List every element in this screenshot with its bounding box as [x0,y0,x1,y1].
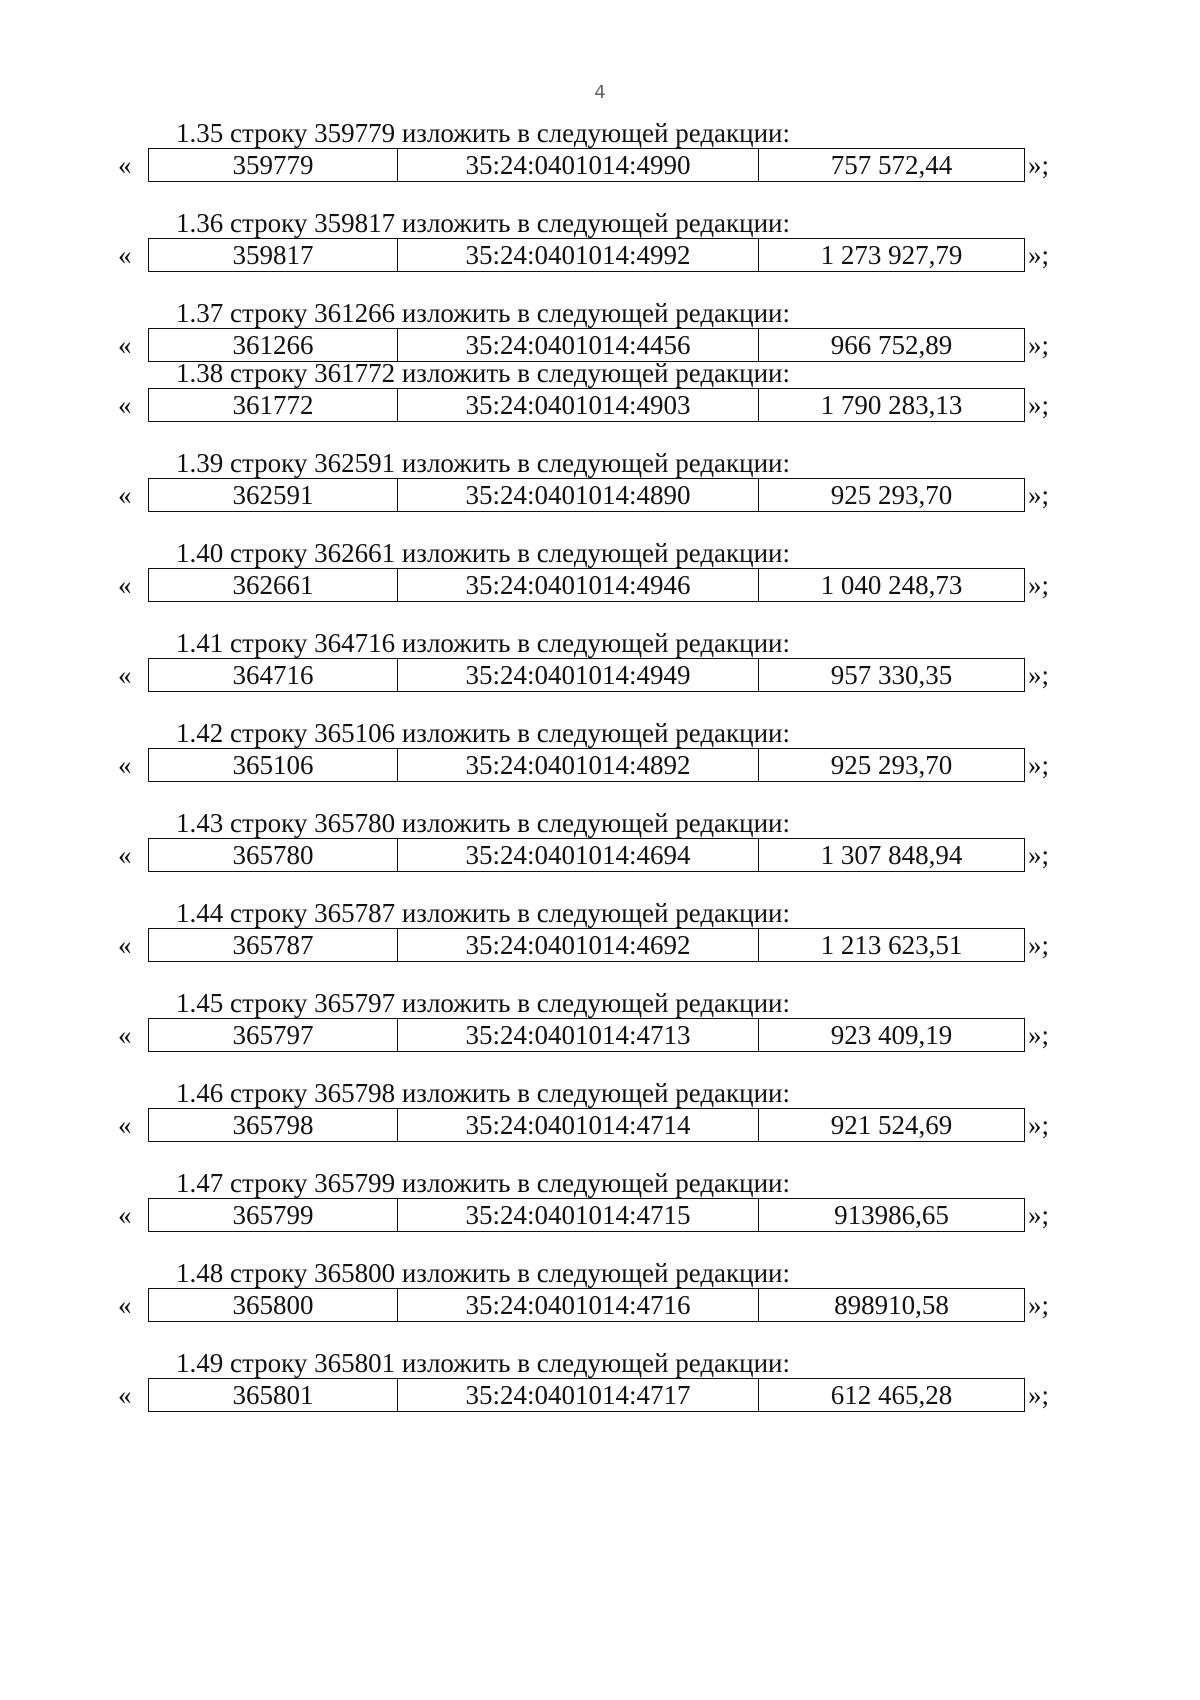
amendment-item [0,898,1200,964]
amendment-item [0,358,1200,424]
opening-quote: « [118,330,132,360]
amendment-heading: 1.41 строку 364716 изложить в следующей редакции: [176,628,791,658]
replacement-row [148,478,1025,512]
row-number-cell: 361266 [149,329,398,361]
row-number-cell: 359779 [149,149,398,181]
amendment-heading: 1.42 строку 365106 изложить в следующей редакции: [176,718,791,748]
cadastral-number-cell: 35:24:0401014:4692 [398,929,759,961]
opening-quote: « [118,930,132,960]
closing-quote: »; [1028,660,1050,690]
amendment-heading: 1.35 строку 359779 изложить в следующей редакции: [176,118,791,148]
amendment-item [0,118,1200,184]
replacement-row [148,328,1025,362]
row-number-cell: 364716 [149,659,398,691]
row-number-cell: 365798 [149,1109,398,1141]
row-number-cell: 365799 [149,1199,398,1231]
amendment-heading: 1.39 строку 362591 изложить в следующей редакции: [176,448,791,478]
value-cell: 957 330,35 [830,660,953,690]
value-cell: 966 752,89 [830,330,953,360]
amendment-item [0,718,1200,784]
amendment-heading: 1.44 строку 365787 изложить в следующей редакции: [176,898,791,928]
row-number-cell: 365800 [149,1289,398,1321]
amendment-heading: 1.38 строку 361772 изложить в следующей редакции: [176,358,791,388]
cadastral-number-cell: 35:24:0401014:4713 [398,1019,759,1051]
replacement-row [148,388,1025,422]
amendment-item [0,448,1200,514]
row-number-cell: 365106 [149,749,398,781]
row-number-cell: 365787 [149,929,398,961]
cadastral-number-cell: 35:24:0401014:4714 [398,1109,759,1141]
amendment-item [0,1348,1200,1414]
cadastral-number-cell: 35:24:0401014:4949 [398,659,759,691]
opening-quote: « [118,660,132,690]
value-cell: 925 293,70 [830,480,953,510]
amendment-heading: 1.36 строку 359817 изложить в следующей редакции: [176,208,791,238]
replacement-row [148,658,1025,692]
amendment-item [0,628,1200,694]
row-number-cell: 365797 [149,1019,398,1051]
cadastral-number-cell: 35:24:0401014:4903 [398,389,759,421]
replacement-row [148,1378,1025,1412]
closing-quote: »; [1028,1110,1050,1140]
value-cell: 913986,65 [834,1200,949,1230]
cadastral-number-cell: 35:24:0401014:4990 [398,149,759,181]
closing-quote: »; [1028,930,1050,960]
cadastral-number-cell: 35:24:0401014:4946 [398,569,759,601]
replacement-row [148,928,1025,962]
value-cell: 757 572,44 [830,150,953,180]
closing-quote: »; [1028,840,1050,870]
amendment-heading: 1.48 строку 365800 изложить в следующей редакции: [176,1258,791,1288]
page-number: 4 [594,82,606,103]
value-cell: 923 409,19 [830,1020,953,1050]
amendment-item [0,1168,1200,1234]
value-cell: 925 293,70 [830,750,953,780]
amendment-item [0,298,1200,364]
value-cell: 898910,58 [834,1290,949,1320]
closing-quote: »; [1028,240,1050,270]
cadastral-number-cell: 35:24:0401014:4717 [398,1379,759,1411]
cadastral-number-cell: 35:24:0401014:4892 [398,749,759,781]
closing-quote: »; [1028,150,1050,180]
amendment-heading: 1.40 строку 362661 изложить в следующей редакции: [176,538,791,568]
row-number-cell: 361772 [149,389,398,421]
amendment-heading: 1.47 строку 365799 изложить в следующей редакции: [176,1168,791,1198]
closing-quote: »; [1028,570,1050,600]
amendment-heading: 1.46 строку 365798 изложить в следующей редакции: [176,1078,791,1108]
closing-quote: »; [1028,1380,1050,1410]
opening-quote: « [118,840,132,870]
cadastral-number-cell: 35:24:0401014:4694 [398,839,759,871]
opening-quote: « [118,1290,132,1320]
cadastral-number-cell: 35:24:0401014:4715 [398,1199,759,1231]
opening-quote: « [118,480,132,510]
opening-quote: « [118,240,132,270]
value-cell: 921 524,69 [830,1110,953,1140]
row-number-cell: 362661 [149,569,398,601]
replacement-row [148,1288,1025,1322]
amendment-item [0,208,1200,274]
replacement-row [148,568,1025,602]
row-number-cell: 362591 [149,479,398,511]
value-cell: 1 273 927,79 [820,240,963,270]
replacement-row [148,1018,1025,1052]
row-number-cell: 365801 [149,1379,398,1411]
closing-quote: »; [1028,1200,1050,1230]
amendment-heading: 1.49 строку 365801 изложить в следующей редакции: [176,1348,791,1378]
opening-quote: « [118,1380,132,1410]
value-cell: 612 465,28 [830,1380,953,1410]
opening-quote: « [118,1020,132,1050]
replacement-row [148,748,1025,782]
cadastral-number-cell: 35:24:0401014:4456 [398,329,759,361]
cadastral-number-cell: 35:24:0401014:4992 [398,239,759,271]
replacement-row [148,148,1025,182]
amendment-item [0,1078,1200,1144]
value-cell: 1 040 248,73 [820,570,963,600]
cadastral-number-cell: 35:24:0401014:4890 [398,479,759,511]
opening-quote: « [118,1200,132,1230]
opening-quote: « [118,150,132,180]
closing-quote: »; [1028,330,1050,360]
amendment-heading: 1.43 строку 365780 изложить в следующей редакции: [176,808,791,838]
opening-quote: « [118,1110,132,1140]
amendment-heading: 1.45 строку 365797 изложить в следующей редакции: [176,988,791,1018]
amendment-item [0,538,1200,604]
value-cell: 1 790 283,13 [820,390,963,420]
closing-quote: »; [1028,1020,1050,1050]
closing-quote: »; [1028,750,1050,780]
replacement-row [148,238,1025,272]
row-number-cell: 365780 [149,839,398,871]
opening-quote: « [118,570,132,600]
value-cell: 1 213 623,51 [820,930,963,960]
closing-quote: »; [1028,1290,1050,1320]
amendment-item [0,808,1200,874]
replacement-row [148,1108,1025,1142]
cadastral-number-cell: 35:24:0401014:4716 [398,1289,759,1321]
amendment-heading: 1.37 строку 361266 изложить в следующей редакции: [176,298,791,328]
replacement-row [148,838,1025,872]
closing-quote: »; [1028,480,1050,510]
closing-quote: »; [1028,390,1050,420]
amendment-item [0,1258,1200,1324]
opening-quote: « [118,390,132,420]
amendment-item [0,988,1200,1054]
row-number-cell: 359817 [149,239,398,271]
value-cell: 1 307 848,94 [820,840,963,870]
opening-quote: « [118,750,132,780]
replacement-row [148,1198,1025,1232]
